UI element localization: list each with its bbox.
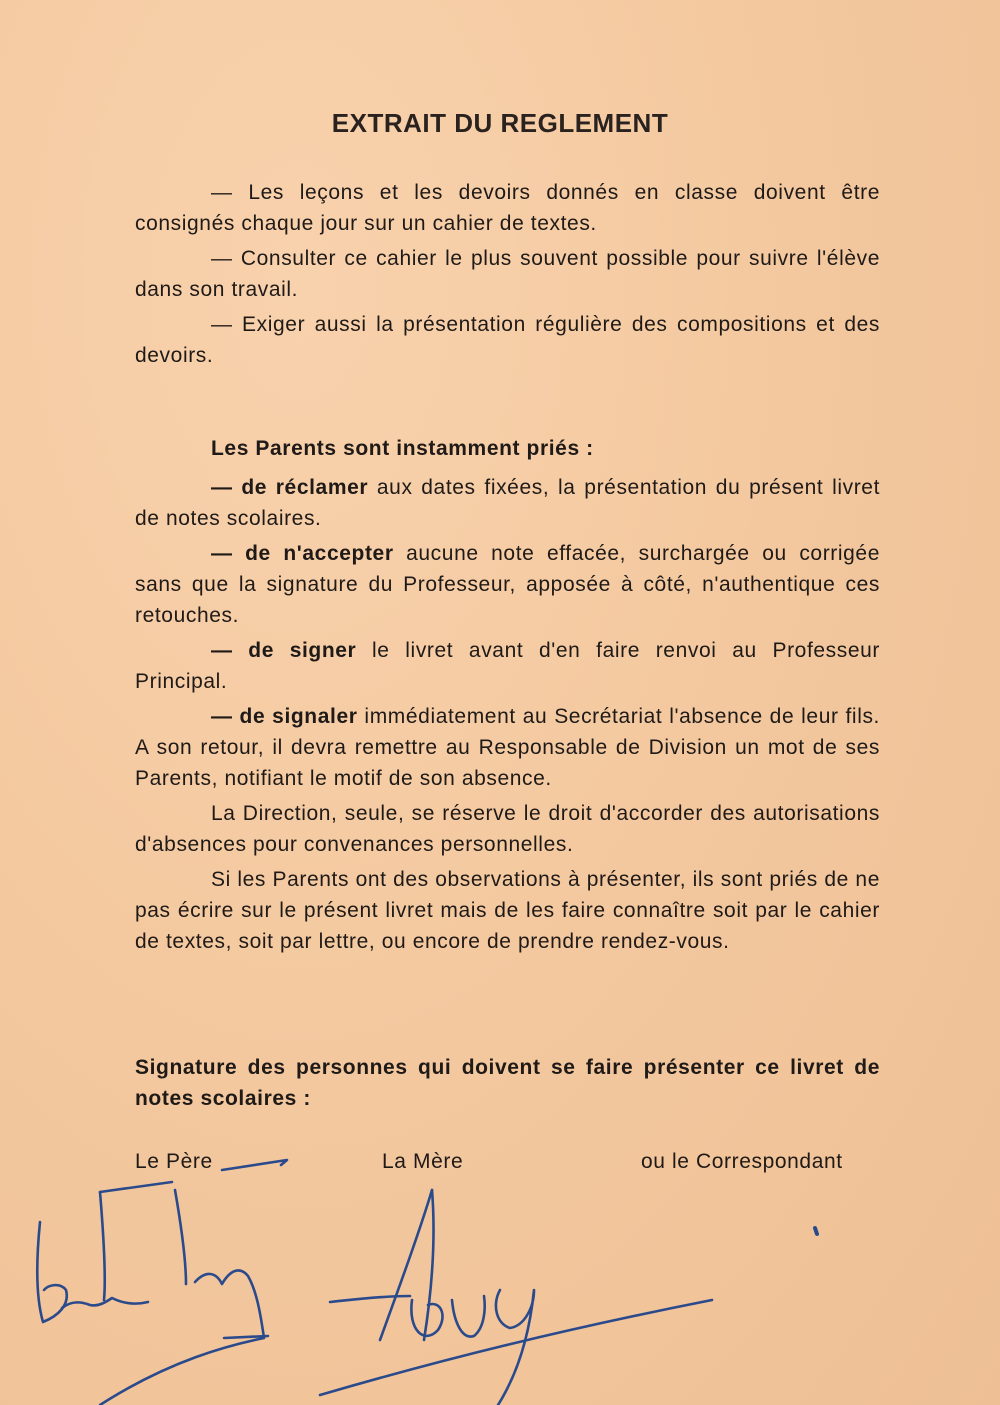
intro-paragraph: — Consulter ce cahier le plus souvent possible pour suivre l'élève dans son travail. bbox=[135, 247, 880, 301]
rule-text: aucune note effacée, surchargée ou corrigée sans que la signature du Professeur, apposée à côté, n'authentique ces retouches. bbox=[135, 542, 880, 627]
page-title: EXTRAIT DU REGLEMENT bbox=[331, 108, 669, 138]
label-mother: La Mère bbox=[382, 1150, 464, 1173]
label-father: Le Père bbox=[135, 1150, 213, 1173]
rule-lead: — de réclamer bbox=[211, 476, 369, 499]
rule-text: immédiatement au Secrétariat l'absence de leur fils. A son retour, il devra remettre au Responsable de Division un mot de ses Parents, notifiant le motif de son absence. bbox=[135, 705, 880, 790]
intro-paragraph: — Les leçons et les devoirs donnés en classe doivent être consignés chaque jour sur un cahier de textes. bbox=[135, 181, 880, 235]
observations-paragraph: Si les Parents ont des observations à présenter, ils sont priés de ne pas écrire sur le présent livret mais de les faire connaître soit par le cahier de textes, soit par lettre, ou encore de prendre rendez-vous. bbox=[135, 868, 880, 953]
rule-text: aux dates fixées, la présentation du présent livret de notes scolaires. bbox=[135, 476, 881, 530]
direction-paragraph: La Direction, seule, se réserve le droit d'accorder des autorisations d'absences pour convenances personnelles. bbox=[135, 802, 880, 856]
rule-lead: — de signaler bbox=[211, 705, 358, 728]
rule-lead: — de signer bbox=[211, 639, 357, 662]
ink-dot bbox=[815, 1228, 817, 1234]
rule-text: le livret avant d'en faire renvoi au Professeur Principal. bbox=[135, 639, 881, 693]
mother-signature bbox=[320, 1190, 712, 1405]
intro-paragraph: — Exiger aussi la présentation régulière des compositions et des devoirs. bbox=[135, 313, 880, 367]
label-correspondent: ou le Correspondant bbox=[641, 1150, 843, 1173]
rule-lead: — de n'accepter bbox=[211, 542, 394, 565]
signature-heading: Signature des personnes qui doivent se faire présenter ce livret de notes scolaires : bbox=[135, 1056, 880, 1110]
parents-heading: Les Parents sont instamment priés : bbox=[211, 437, 594, 460]
father-signature bbox=[37, 1160, 287, 1405]
